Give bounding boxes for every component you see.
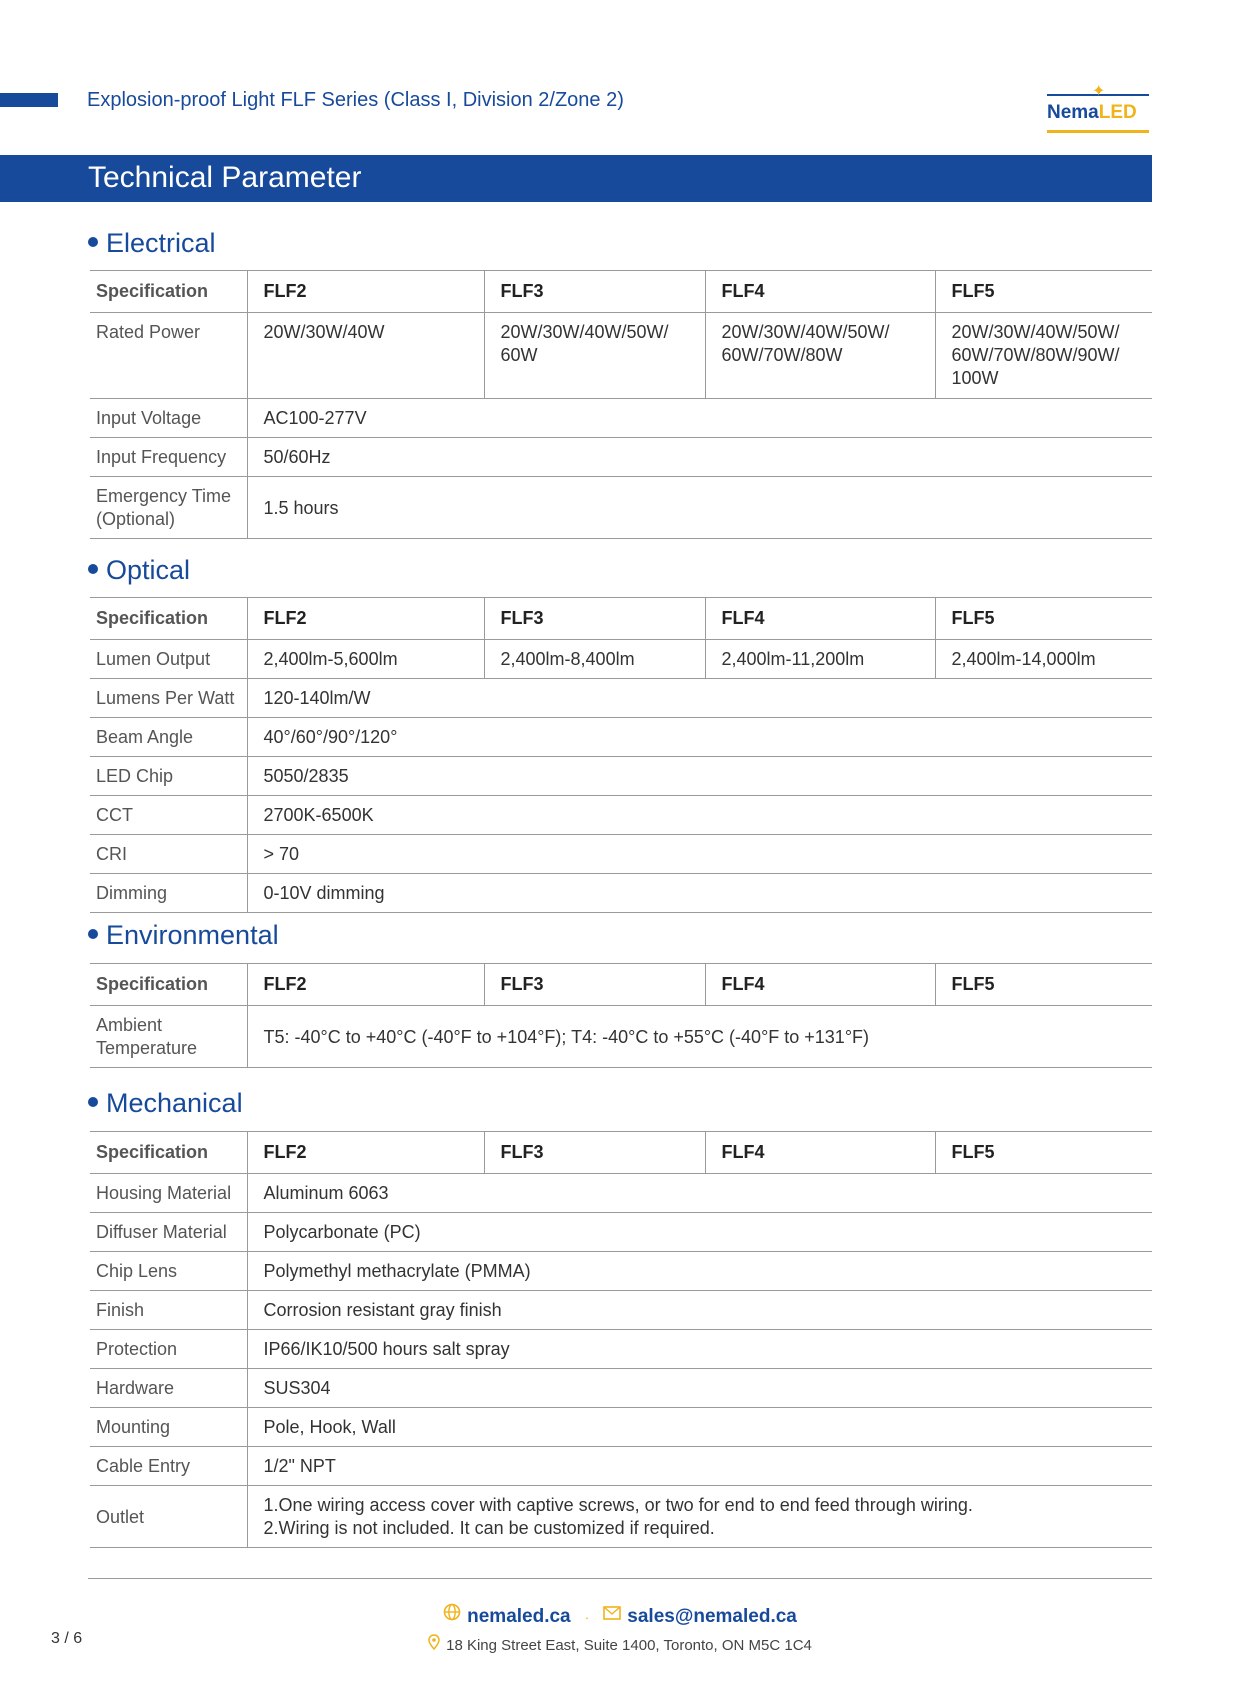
table-cell: Aluminum 6063 xyxy=(247,1174,1152,1213)
electrical-table xyxy=(90,270,1152,539)
location-pin-icon xyxy=(428,1634,440,1654)
column-header: FLF3 xyxy=(484,271,705,313)
brand-logo xyxy=(1047,83,1151,136)
column-header: FLF3 xyxy=(484,1132,705,1174)
table-cell: 120-140lm/W xyxy=(247,679,1152,718)
column-header: Specification xyxy=(90,271,247,313)
table-row xyxy=(90,1486,1152,1548)
row-label: Protection xyxy=(90,1330,247,1369)
table-row xyxy=(90,679,1152,718)
table-row xyxy=(90,1369,1152,1408)
mechanical-heading-text: Mechanical xyxy=(106,1088,243,1118)
table-row xyxy=(90,1447,1152,1486)
row-label: Diffuser Material xyxy=(90,1213,247,1252)
table-row xyxy=(90,1252,1152,1291)
table-cell: Pole, Hook, Wall xyxy=(247,1408,1152,1447)
row-label: Beam Angle xyxy=(90,718,247,757)
table-row xyxy=(90,1213,1152,1252)
table-cell: 20W/30W/40W/50W/ 60W/70W/80W xyxy=(705,313,935,399)
table-cell: 2,400lm-5,600lm xyxy=(247,640,484,679)
row-label: CCT xyxy=(90,796,247,835)
table-cell: AC100-277V xyxy=(247,399,1152,438)
table-row xyxy=(90,1330,1152,1369)
table-cell: Corrosion resistant gray finish xyxy=(247,1291,1152,1330)
table-cell: Polymethyl methacrylate (PMMA) xyxy=(247,1252,1152,1291)
table-cell: 20W/30W/40W xyxy=(247,313,484,399)
column-header: FLF5 xyxy=(935,1132,1152,1174)
row-label: Finish xyxy=(90,1291,247,1330)
table-cell: 1.One wiring access cover with captive screws, or two for end to end feed through wiring. 2.Wiring is not included. It can be customized if required. xyxy=(247,1486,1152,1548)
table-row xyxy=(90,313,1152,399)
row-label: Chip Lens xyxy=(90,1252,247,1291)
electrical-heading-text: Electrical xyxy=(106,228,216,258)
logo-name: Nema xyxy=(1047,102,1099,123)
table-header-row xyxy=(90,271,1152,313)
logo-text xyxy=(1047,102,1137,124)
row-label: Cable Entry xyxy=(90,1447,247,1486)
column-header: FLF5 xyxy=(935,271,1152,313)
section-banner-title: Technical Parameter xyxy=(88,161,362,194)
table-cell: > 70 xyxy=(247,835,1152,874)
table-cell: 50/60Hz xyxy=(247,438,1152,477)
column-header: Specification xyxy=(90,1132,247,1174)
row-label: Hardware xyxy=(90,1369,247,1408)
table-row xyxy=(90,1006,1152,1068)
envelope-icon xyxy=(603,1604,621,1626)
table-row xyxy=(90,874,1152,913)
bullet-icon xyxy=(88,237,98,247)
table-cell: SUS304 xyxy=(247,1369,1152,1408)
table-cell: 5050/2835 xyxy=(247,757,1152,796)
column-header: FLF2 xyxy=(247,598,484,640)
column-header: Specification xyxy=(90,598,247,640)
table-cell: 20W/30W/40W/50W/ 60W xyxy=(484,313,705,399)
column-header: FLF4 xyxy=(705,964,935,1006)
table-row xyxy=(90,399,1152,438)
footer-contact xyxy=(0,1605,1240,1629)
environmental-table xyxy=(90,963,1152,1068)
row-label: Housing Material xyxy=(90,1174,247,1213)
row-label: Lumens Per Watt xyxy=(90,679,247,718)
optical-heading-text: Optical xyxy=(106,555,191,585)
column-header: FLF5 xyxy=(935,598,1152,640)
table-header-row xyxy=(90,964,1152,1006)
row-label: Mounting xyxy=(90,1408,247,1447)
mechanical-table xyxy=(90,1131,1152,1548)
column-header: FLF2 xyxy=(247,964,484,1006)
table-cell: T5: -40°C to +40°C (-40°F to +104°F); T4: -40°C to +55°C (-40°F to +131°F) xyxy=(247,1006,1152,1068)
electrical-heading xyxy=(88,228,216,259)
table-row xyxy=(90,1408,1152,1447)
table-cell: IP66/IK10/500 hours salt spray xyxy=(247,1330,1152,1369)
page-number: 3 / 6 xyxy=(51,1630,83,1647)
optical-heading xyxy=(88,555,190,586)
logo-bottom-line xyxy=(1047,130,1149,133)
column-header: FLF5 xyxy=(935,964,1152,1006)
row-label: Emergency Time (Optional) xyxy=(90,477,247,539)
email-link[interactable]: sales@nemaled.ca xyxy=(627,1606,797,1628)
table-row xyxy=(90,718,1152,757)
table-row xyxy=(90,1174,1152,1213)
row-label: LED Chip xyxy=(90,757,247,796)
bulb-star-icon: ✦ xyxy=(1092,83,1106,100)
table-row xyxy=(90,835,1152,874)
address-text: 18 King Street East, Suite 1400, Toronto, ON M5C 1C4 xyxy=(446,1636,812,1654)
optical-table xyxy=(90,597,1152,913)
section-banner xyxy=(0,155,1152,202)
column-header: FLF3 xyxy=(484,964,705,1006)
logo-accent: LED xyxy=(1098,102,1137,123)
table-cell: 2700K-6500K xyxy=(247,796,1152,835)
row-label: Input Voltage xyxy=(90,399,247,438)
column-header: FLF4 xyxy=(705,598,935,640)
column-header: Specification xyxy=(90,964,247,1006)
table-cell: 2,400lm-11,200lm xyxy=(705,640,935,679)
column-header: FLF4 xyxy=(705,1132,935,1174)
row-label: Input Frequency xyxy=(90,438,247,477)
separator-dot: · xyxy=(584,1609,590,1625)
header-accent-bar xyxy=(0,93,58,107)
website-link[interactable]: nemaled.ca xyxy=(467,1606,571,1628)
globe-icon xyxy=(443,1603,461,1627)
footer-divider xyxy=(88,1578,1152,1579)
row-label: Rated Power xyxy=(90,313,247,399)
row-label: Outlet xyxy=(90,1486,247,1548)
table-cell: 2,400lm-14,000lm xyxy=(935,640,1152,679)
column-header: FLF2 xyxy=(247,1132,484,1174)
table-cell: 1/2" NPT xyxy=(247,1447,1152,1486)
footer-address xyxy=(0,1636,1240,1656)
table-header-row xyxy=(90,598,1152,640)
row-label: CRI xyxy=(90,835,247,874)
row-label: Ambient Temperature xyxy=(90,1006,247,1068)
table-row xyxy=(90,640,1152,679)
table-cell: 2,400lm-8,400lm xyxy=(484,640,705,679)
document-title: Explosion-proof Light FLF Series (Class I, Division 2/Zone 2) xyxy=(87,89,624,111)
table-row xyxy=(90,438,1152,477)
column-header: FLF4 xyxy=(705,271,935,313)
table-row xyxy=(90,477,1152,539)
table-row xyxy=(90,1291,1152,1330)
table-row xyxy=(90,757,1152,796)
mechanical-heading xyxy=(88,1088,243,1119)
table-cell: 0-10V dimming xyxy=(247,874,1152,913)
row-label: Lumen Output xyxy=(90,640,247,679)
environmental-heading xyxy=(88,920,279,951)
bullet-icon xyxy=(88,1097,98,1107)
row-label: Dimming xyxy=(90,874,247,913)
column-header: FLF3 xyxy=(484,598,705,640)
table-cell: 20W/30W/40W/50W/ 60W/70W/80W/90W/ 100W xyxy=(935,313,1152,399)
table-header-row xyxy=(90,1132,1152,1174)
table-cell: Polycarbonate (PC) xyxy=(247,1213,1152,1252)
table-row xyxy=(90,796,1152,835)
bullet-icon xyxy=(88,564,98,574)
table-cell: 40°/60°/90°/120° xyxy=(247,718,1152,757)
table-cell: 1.5 hours xyxy=(247,477,1152,539)
environmental-heading-text: Environmental xyxy=(106,920,279,950)
column-header: FLF2 xyxy=(247,271,484,313)
bullet-icon xyxy=(88,929,98,939)
